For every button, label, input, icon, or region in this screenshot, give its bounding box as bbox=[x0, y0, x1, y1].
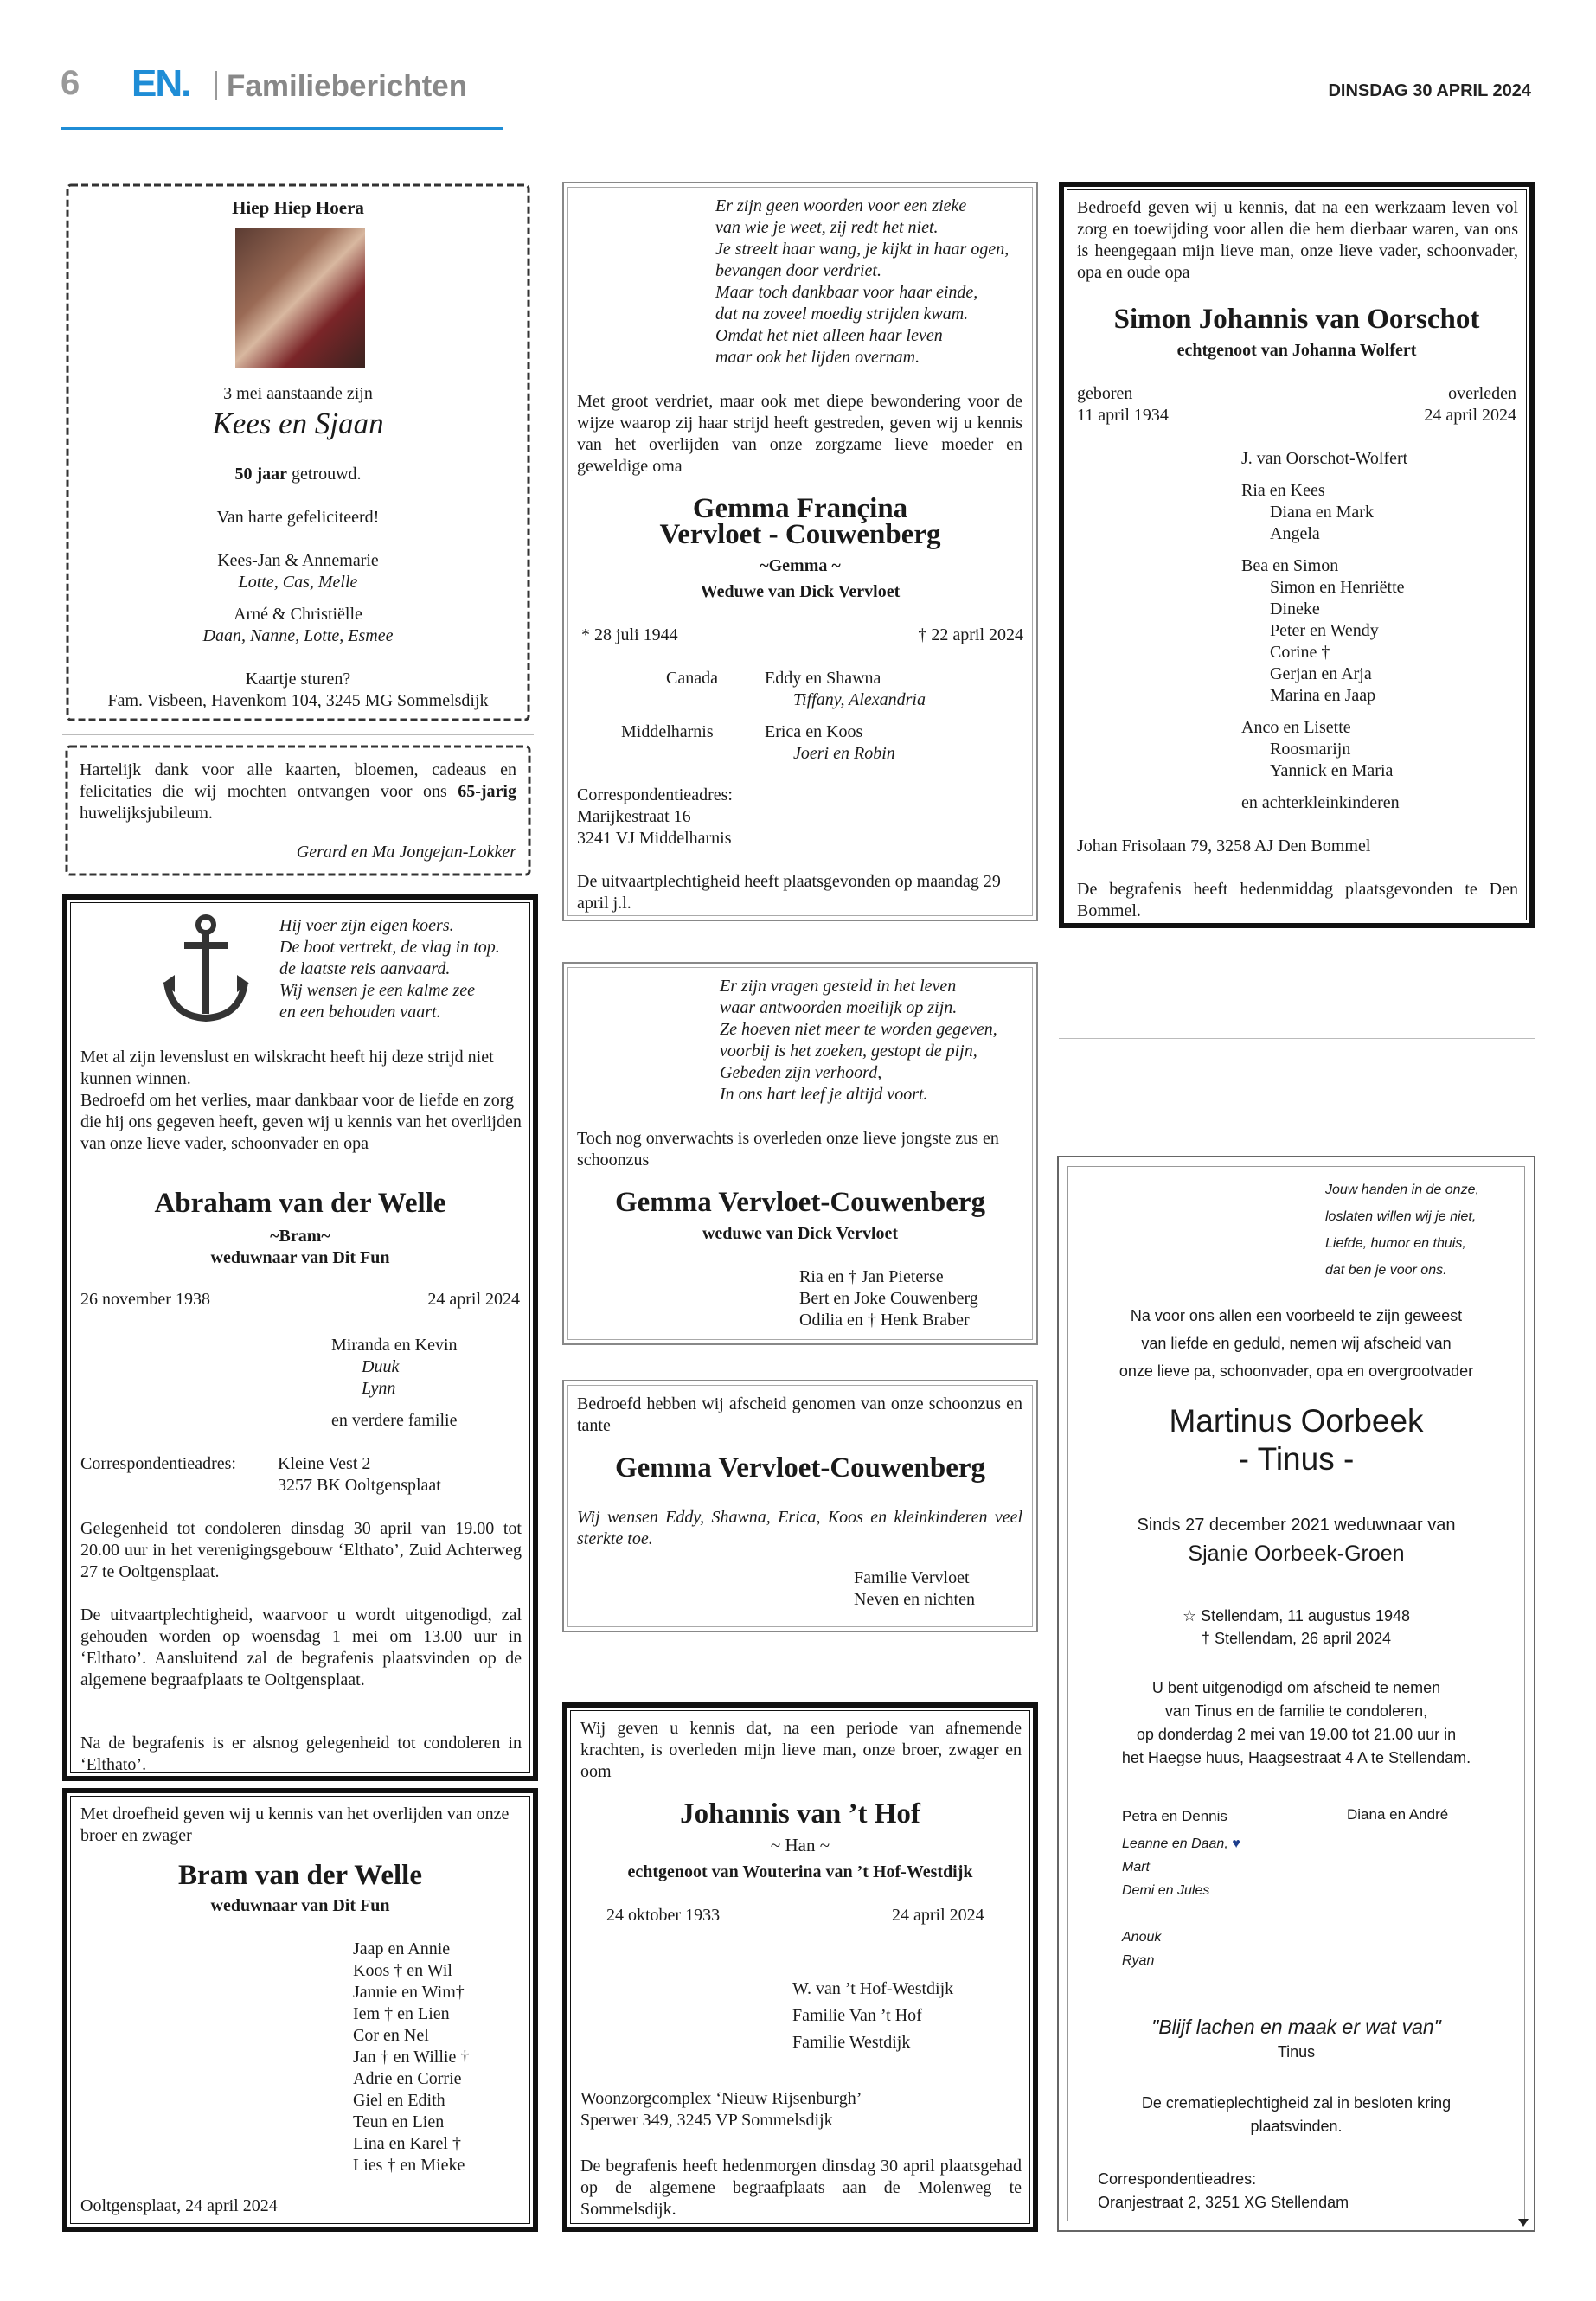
died-line: † Stellendam, 26 april 2024 bbox=[1201, 1630, 1392, 1647]
born-date: 11 april 1934 bbox=[1077, 406, 1169, 425]
issue-date: DINSDAG 30 APRIL 2024 bbox=[1328, 81, 1531, 100]
born-date: * 28 juli 1944 bbox=[581, 625, 678, 644]
cross-icon: † bbox=[1201, 1630, 1215, 1647]
logo: EN. bbox=[131, 62, 190, 105]
deceased-name-2: Vervloet - Couwenberg bbox=[659, 519, 941, 550]
intro: Met groot verdriet, maar ook met diepe bewondering voor de wijze waarop zij haar strijd heeft gestreden, geven wij u kennis van het overlijden van onze zorgzame lieve moeder en geweldige oma bbox=[577, 392, 1022, 476]
anniversary-ad bbox=[62, 180, 534, 725]
obituary-martinus bbox=[1057, 1156, 1535, 2232]
death-date: 24 april 2024 bbox=[1424, 406, 1516, 425]
after-text: Na de begrafenis is er alsnog gelegenheid tot condoleren in ‘Elthato’. bbox=[80, 1734, 522, 1774]
nickname: ~ Han ~ bbox=[770, 1835, 830, 1856]
intro: Bedroefd hebben wij afscheid genomen van onze schoonzus en tante bbox=[577, 1394, 1022, 1435]
spouse-name: Sjanie Oorbeek-Groen bbox=[1188, 1541, 1405, 1566]
subtitle: Weduwe van Dick Vervloet bbox=[700, 582, 901, 601]
footer: Ooltgensplaat, 24 april 2024 bbox=[80, 2196, 278, 2215]
correspondence: Correspondentieadres: Oranjestraat 2, 3251 XG Stellendam bbox=[1098, 2170, 1349, 2211]
corr-line-1: Kleine Vest 2 bbox=[278, 1454, 371, 1473]
widower-text: Sinds 27 december 2021 weduwnaar van bbox=[1137, 1516, 1456, 1535]
death-date: † 22 april 2024 bbox=[918, 625, 1023, 644]
family-2: Erica en Koos bbox=[765, 722, 863, 741]
wish: Wij wensen Eddy, Shawna, Erica, Koos en kleinkinderen veel sterkte toe. bbox=[577, 1508, 1022, 1548]
deceased-name: Abraham van der Welle bbox=[154, 1188, 446, 1219]
subtitle: weduwnaar van Dit Fun bbox=[210, 1896, 390, 1915]
deceased-name: Martinus Oorbeek bbox=[1169, 1403, 1424, 1439]
obituary-gemma-3 bbox=[562, 1380, 1038, 1632]
condolence-text: Gelegenheid tot condoleren dinsdag 30 april van 19.00 tot 20.00 uur in het verenigingsgebouw ‘Elthato’, Zuid Achterweg 27 te Ooltgensplaat. bbox=[80, 1519, 522, 1581]
quote: "Blijf lachen en maak er wat van" bbox=[1151, 2016, 1441, 2038]
family-kids-2: Daan, Nanne, Lotte, Esmee bbox=[202, 626, 394, 645]
anchor-icon bbox=[163, 913, 249, 1025]
family-names-1: Kees-Jan & Annemarie bbox=[217, 551, 379, 570]
header-divider bbox=[215, 71, 217, 100]
family-2-kids: Joeri en Robin bbox=[793, 744, 895, 763]
corr-label: Correspondentieadres: bbox=[80, 1454, 236, 1473]
subtitle: echtgenoot van Wouterina van ’t Hof-Westdijk bbox=[627, 1862, 973, 1881]
place-2: Middelharnis bbox=[621, 722, 714, 741]
card-question: Kaartje sturen? bbox=[245, 670, 351, 689]
family-kids-1: Lotte, Cas, Melle bbox=[238, 573, 358, 592]
anniversary-names: Kees en Sjaan bbox=[212, 407, 384, 440]
address: Woonzorgcomplex ‘Nieuw Rijsenburgh’ Sperwer 349, 3245 VP Sommelsdijk bbox=[580, 2089, 862, 2130]
cremation-text: De crematieplechtigheid zal in besloten kring plaatsvinden. bbox=[1141, 2094, 1452, 2135]
thanks-text: Hartelijk dank voor alle kaarten, bloemen, cadeaus en felicitaties die wij mochten ontvangen voor ons 65-jarig huwelijksjubileum. bbox=[80, 760, 516, 823]
poem: Er zijn vragen gesteld in het leven waar antwoorden moeilijk op zijn. Ze hoeven niet meer te worden gegeven, voorbij is het zoeken, gestopt de pijn, Gebeden zijn verhoord, In ons hart leef je altijd voort. bbox=[720, 977, 997, 1104]
divider bbox=[62, 734, 534, 735]
card-address: Fam. Visbeen, Havenkom 104, 3245 MG Sommelsdijk bbox=[107, 691, 489, 710]
family-list: W. van ’t Hof-Westdijk Familie Van ’t Hof Familie Westdijk bbox=[792, 1979, 954, 2052]
anniversary-title: Hiep Hiep Hoera bbox=[232, 197, 364, 218]
born-date: 24 oktober 1933 bbox=[606, 1906, 721, 1925]
nickname: - Tinus - bbox=[1238, 1441, 1355, 1477]
family-list: Ria en † Jan Pieterse Bert en Joke Couwenberg Odilia en † Henk Braber bbox=[799, 1267, 978, 1330]
star-icon: ☆ bbox=[1183, 1607, 1202, 1625]
family-1: Eddy en Shawna bbox=[765, 669, 881, 688]
intro: Met droefheid geven wij u kennis van het overlijden van onze broer en zwager bbox=[80, 1804, 510, 1845]
born-date: 26 november 1938 bbox=[80, 1290, 210, 1309]
deceased-name-1: Gemma Françina bbox=[692, 493, 908, 524]
nickname: ~Bram~ bbox=[270, 1227, 330, 1246]
family-list: Jaap en Annie Koos † en Wil Jannie en Wim† Iem † en Lien Cor en Nel Jan † en Willie † Adrie en Corrie Giel en Edith Teun en Lien Lina en Karel † Lies † en Mieke bbox=[353, 1939, 470, 2175]
obituary-bram bbox=[62, 1788, 538, 2232]
subtitle: weduwnaar van Dit Fun bbox=[210, 1248, 390, 1267]
anniversary-intro: 3 mei aanstaande zijn bbox=[223, 384, 373, 403]
family-list: Familie Vervloet Neven en nichten bbox=[854, 1568, 975, 1609]
intro: Met al zijn levenslust en wilskracht heeft hij deze strijd niet kunnen winnen. Bedroefd om het verlies, maar dankbaar voor de liefde en zorg die hij ons gegeven heeft, geven wij u kennis van het overlijden van onze lieve vader, schoonvader en opa bbox=[80, 1048, 522, 1153]
obituary-abraham bbox=[62, 894, 538, 1781]
intro: Toch nog onverwachts is overleden onze lieve jongste zus en schoonzus bbox=[577, 1129, 999, 1170]
family-right: Diana en André bbox=[1347, 1806, 1449, 1823]
quote-author: Tinus bbox=[1277, 2043, 1316, 2061]
divider bbox=[1059, 1038, 1535, 1039]
deceased-name: Gemma Vervloet-Couwenberg bbox=[614, 1187, 985, 1218]
obituary-hof bbox=[562, 1702, 1038, 2232]
family-list: J. van Oorschot-Wolfert Ria en Kees Diana en Mark Angela Bea en Simon Simon en Henriëtte Dineke Peter en Wendy Corine † Gerjan en Arja Marina en Jaap Anco en Lisette Roosmarijn Yannick en Maria en achterkleinkinderen bbox=[1241, 449, 1408, 812]
death-date: 24 april 2024 bbox=[892, 1906, 984, 1925]
family-left-kids: Leanne en Daan, ♥ Mart Demi en Jules bbox=[1122, 1836, 1240, 1898]
poem: Jouw handen in de onze, loslaten willen wij je niet, Liefde, humor en thuis, dat ben je voor ons. bbox=[1325, 1183, 1479, 1278]
thanks-signature: Gerard en Ma Jongejan-Lokker bbox=[296, 843, 516, 862]
obituary-gemma-2 bbox=[562, 962, 1038, 1345]
page-number: 6 bbox=[61, 64, 80, 102]
intro: Bedroefd geven wij u kennis, dat na een werkzaam leven vol zorg en toewijding voor allen die hem dierbaar waren, van ons is heengegaan mijn lieve man, onze lieve vader, schoonvader, opa en oude opa bbox=[1077, 198, 1518, 282]
family-name: Miranda en Kevin bbox=[331, 1336, 458, 1355]
deceased-name: Gemma Vervloet-Couwenberg bbox=[614, 1452, 985, 1484]
poem: Hij voer zijn eigen koers. De boot vertrekt, de vlag in top. de laatste reis aanvaard. Wij wensen je een kalme zee en een behouden vaart. bbox=[279, 916, 500, 1022]
obituary-simon bbox=[1059, 182, 1535, 928]
family-names-2: Arné & Christiëlle bbox=[234, 605, 362, 624]
intro: Wij geven u kennis dat, na een periode van afnemende krachten, is overleden mijn lieve man, onze broer, zwager en oom bbox=[580, 1719, 1022, 1781]
anniversary-years: 50 jaar getrouwd. bbox=[234, 465, 362, 484]
subtitle: echtgenoot van Johanna Wolfert bbox=[1176, 341, 1417, 360]
header-underline bbox=[61, 127, 503, 130]
family-left: Petra en Dennis bbox=[1122, 1808, 1227, 1824]
section-title: Familieberichten bbox=[227, 69, 468, 103]
intro: Na voor ons allen een voorbeeld te zijn geweest van liefde en geduld, nemen wij afscheid van onze lieve pa, schoonvader, opa en overgrootvader bbox=[1118, 1307, 1474, 1380]
family-kid-2: Lynn bbox=[362, 1379, 396, 1398]
subtitle: weduwe van Dick Vervloet bbox=[702, 1224, 899, 1243]
family-more: Anouk Ryan bbox=[1122, 1930, 1162, 1968]
footer: De begrafenis heeft hedenmiddag plaatsgevonden te Den Bommel. bbox=[1077, 880, 1518, 920]
deceased-name: Simon Johannis van Oorschot bbox=[1113, 304, 1480, 335]
place-1: Canada bbox=[666, 669, 718, 688]
died-label: overleden bbox=[1448, 384, 1516, 403]
born-label: geboren bbox=[1077, 384, 1133, 403]
deceased-name: Johannis van ’t Hof bbox=[680, 1798, 920, 1830]
family-1-kids: Tiffany, Alexandria bbox=[793, 690, 926, 709]
correspondence: Correspondentieadres: Marijkestraat 16 3241 VJ Middelharnis bbox=[577, 785, 733, 848]
footer: De begrafenis heeft hedenmorgen dinsdag 30 april plaatsgehad op de algemene begraafplaats aan de Molenweg te Sommelsdijk. bbox=[580, 2157, 1022, 2219]
corr-line-2: 3257 BK Ooltgensplaat bbox=[278, 1476, 441, 1495]
funeral-text: De uitvaartplechtigheid, waarvoor u wordt uitgenodigd, zal gehouden worden op woensdag 1 mei om 13.00 uur in ‘Elthato’. Aansluitend zal de begrafenis plaatsvinden op de algemene begraafplaats te Ooltgensplaat. bbox=[80, 1606, 522, 1689]
footer: De uitvaartplechtigheid heeft plaatsgevonden op maandag 29 april j.l. bbox=[577, 872, 1001, 913]
heart-icon: ♥ bbox=[1232, 1836, 1240, 1851]
address: Johan Frisolaan 79, 3258 AJ Den Bommel bbox=[1077, 836, 1371, 856]
family-more: en verdere familie bbox=[331, 1411, 458, 1430]
poem: Er zijn geen woorden voor een zieke van wie je weet, zij redt het niet. Je streelt haar wang, je kijkt in haar ogen, bevangen door verdriet. Maar toch dankbaar voor haar einde, dat na zoveel moedig strijden kwam. Omdat het niet alleen haar leven maar ook het lijden overnam. bbox=[715, 196, 1010, 367]
born-line: ☆ Stellendam, 11 augustus 1948 bbox=[1183, 1607, 1410, 1625]
nickname: ~Gemma ~ bbox=[760, 556, 841, 575]
death-date: 24 april 2024 bbox=[427, 1290, 520, 1309]
couple-photo bbox=[235, 228, 365, 368]
family-kid-1: Duuk bbox=[362, 1357, 400, 1376]
obituary-gemma-1 bbox=[562, 182, 1038, 921]
thanks-ad bbox=[62, 742, 534, 879]
corner-arrow-icon bbox=[1518, 2219, 1529, 2227]
anniversary-congrats: Van harte gefeliciteerd! bbox=[216, 508, 380, 527]
deceased-name: Bram van der Welle bbox=[177, 1860, 422, 1891]
invitation: U bent uitgenodigd om afscheid te nemen van Tinus en de familie te condoleren, op donderdag 2 mei van 19.00 tot 21.00 uur in het Haegse huus, Haagsestraat 4 A te Stellendam. bbox=[1121, 1679, 1471, 1766]
